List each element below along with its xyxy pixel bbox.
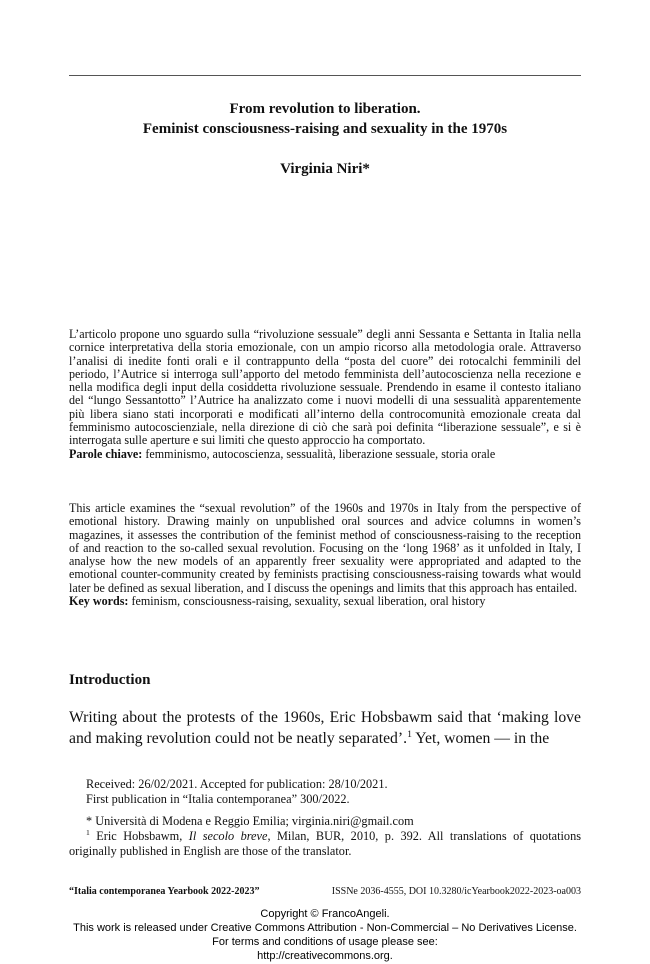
section-heading-introduction: Introduction [69,672,151,688]
keywords-italian: femminismo, autocoscienza, sessualità, liberazione sessuale, storia orale [145,446,496,461]
title-line-1: From revolution to liberation. [229,101,421,117]
first-publication-note: First publication in “Italia contemporanea” 300/2022. [86,792,350,806]
received-note: Received: 26/02/2021. Accepted for publication: 28/10/2021. [86,777,388,791]
license-statement: This work is released under Creative Commons Attribution - Non-Commercial – No Derivatives License. [73,922,577,934]
copyright-line: Copyright © FrancoAngeli. [260,908,390,920]
footnote-1 [69,829,581,859]
introduction-text: Writing about the protests of the 1960s, Eric Hobsbawm said that ‘making love and making revolution could not be neatly separated’. [69,709,581,747]
author-name: Virginia Niri* [280,161,370,177]
footnote-book-title: Il secolo breve [188,829,268,843]
keywords-english: feminism, consciousness-raising, sexuality, sexual liberation, oral history [131,594,486,609]
abstract-italian-text: L’articolo propone uno sguardo sulla “rivoluzione sessuale” degli anni Sessanta e Settanta in Italia nella cornice interpretativa della storia emozionale, con un ampio ricorso alla metodologia orale. Attraverso l’analisi di inedite fonti orali e il contrappunto della “posta del cuore” dei rotocalchi femminili del periodo, l’Autrice si interroga sull’apporto del metodo femminista dell’autocoscienza nella recezione e nella modifica degli input della cosiddetta rivoluzione sessuale. Prendendo in esame il contesto italiano del “lungo Sessantotto” l’Autrice ha analizzato come i nuovi modelli di una sessualità apparentemente più libera siano stati incorporati e modificati all’interno della controcomunità emozionale creata dal femminismo autocoscienziale, nella direzione di ciò che sarà poi definita “liberazione sessuale”, e si è interrogata sulle aperture e sui limiti che questo approccio ha comportato. [69,327,581,448]
introduction-text-continued: Yet, women — in the [411,730,550,747]
keywords-label-english: Key words: [69,594,129,609]
abstract-english [69,502,581,608]
footnote-reference[interactable]: 1 [407,728,412,740]
abstract-italian [69,328,581,461]
footer-journal-name: “Italia contemporanea Yearbook 2022-2023” [69,886,260,897]
footnote-text: Eric Hobsbawm, [89,829,189,843]
abstract-english-text: This article examines the “sexual revolution” of the 1960s and 1970s in Italy from the perspective of emotional history. Drawing mainly on unpublished oral sources and advice columns in women’s magazines, it assesses the contribution of the feminist method of consciousness-raising to the reception of and reaction to the so-called sexual revolution. Focusing on the ‘long 1968’ as it unfolded in Italy, I analyse how the new models of an apparently freer sexuality were appropriated and adapted to the emotional counter-community created by feminists practising consciousness-raising towards what would later be defined as sexual liberation, and I discuss the openings and limits that this approach has entailed. [69,501,581,595]
footnote-mark: 1 [86,827,90,837]
article-title [69,99,581,139]
footer-issn-doi: ISSNe 2036-4555, DOI 10.3280/icYearbook2022-2023-oa003 [331,886,581,897]
affiliation-note: * Università di Modena e Reggio Emilia; virginia.niri@gmail.com [86,814,414,828]
license-link[interactable]: http://creativecommons.org. [257,950,393,962]
license-block [0,907,650,963]
top-rule [69,75,581,76]
keywords-label-italian: Parole chiave: [69,446,143,461]
license-terms-line: For terms and conditions of usage please see: [212,936,438,948]
footnote-text-continued: , Milan, BUR, 2010, p. 392. All translations of quotations originally published in English are those of the translator. [69,829,581,858]
title-line-2: Feminist consciousness-raising and sexuality in the 1970s [142,121,508,137]
introduction-paragraph [69,707,581,749]
